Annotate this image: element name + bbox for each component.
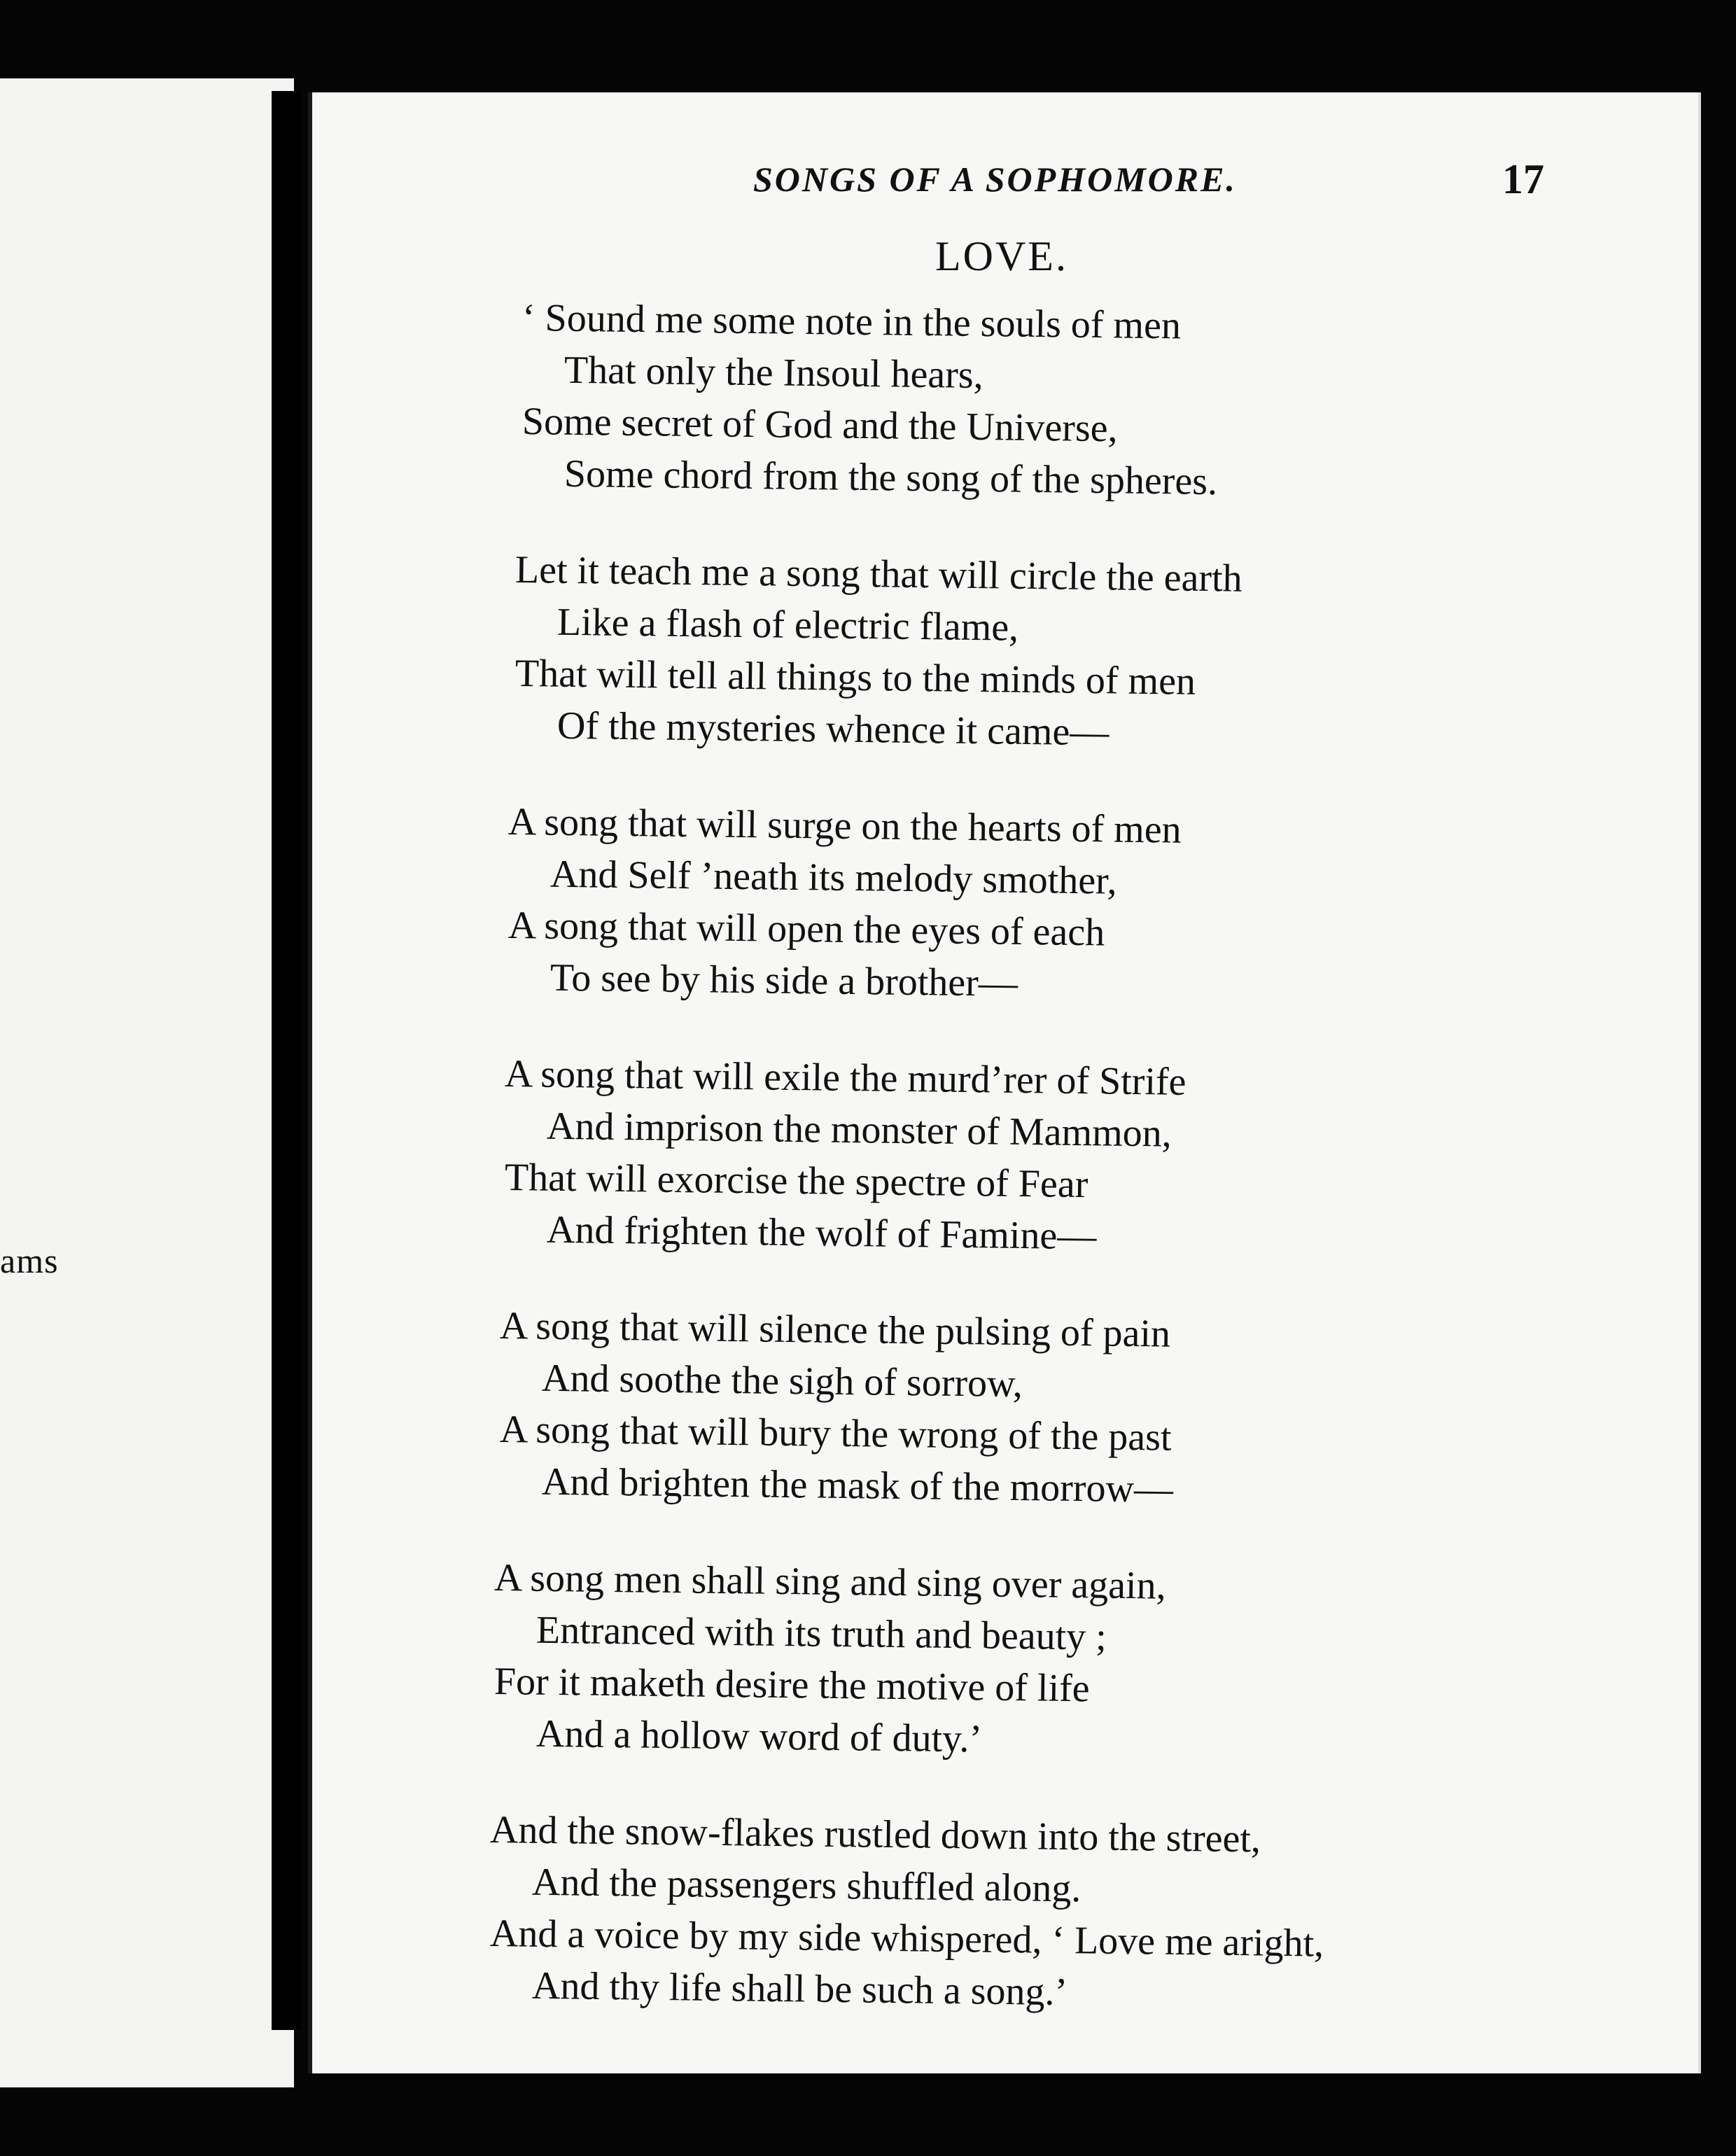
- poem-line: And soothe the sigh of sorrow,: [541, 1356, 1023, 1406]
- poem-line: Of the mysteries whence it came—: [556, 704, 1110, 755]
- poem-line: And thy life shall be such a song.’: [531, 1963, 1068, 2015]
- poem-line: That will exorcise the spectre of Fear: [504, 1156, 1088, 1207]
- poem-line: Some secret of God and the Universe,: [522, 400, 1118, 451]
- poem-line: And Self ’neath its melody smother,: [550, 852, 1117, 903]
- poem-line: That only the Insoul hears,: [564, 348, 984, 398]
- poem-line: Like a flash of electric flame,: [556, 600, 1019, 650]
- stanza: [522, 292, 1677, 504]
- poem-line: And the passengers shuffled along.: [531, 1860, 1082, 1911]
- poem-line: ‘ Sound me some note in the souls of men: [522, 296, 1182, 348]
- page-number: 17: [1502, 156, 1544, 202]
- stanza: [489, 1804, 1677, 2015]
- left-page-text-fragment: ams: [0, 1241, 59, 1280]
- poem-line: A song that will exile the murd’rer of Strife: [504, 1052, 1186, 1104]
- poem-line: And frighten the wolf of Famine—: [546, 1208, 1097, 1259]
- poem-body: [489, 292, 1677, 2056]
- poem-line: And a voice by my side whispered, ‘ Love me aright,: [489, 1912, 1324, 1966]
- poem-line: A song that will surge on the hearts of men: [507, 800, 1182, 852]
- book-page: [308, 92, 1701, 2073]
- poem-line: That will tell all things to the minds of men: [514, 652, 1196, 704]
- poem-line: For it maketh desire the motive of life: [493, 1660, 1090, 1711]
- poem-line: And brighten the mask of the morrow—: [541, 1460, 1174, 1511]
- poem-line: And the snow-flakes rustled down into the street,: [489, 1808, 1261, 1861]
- left-page: [0, 78, 294, 2087]
- stanza: [504, 1048, 1677, 1259]
- stanza: [494, 1552, 1677, 1759]
- poem-title: LOVE.: [935, 233, 1068, 279]
- stanza: [499, 1300, 1677, 1511]
- stanza: [514, 544, 1677, 755]
- poem-line: A song that will open the eyes of each: [507, 904, 1105, 955]
- running-header: SONGS OF A SOPHOMORE.: [753, 160, 1237, 199]
- poem-line: A song men shall sing and sing over again,: [493, 1556, 1166, 1608]
- poem-line: A song that will bury the wrong of the past: [499, 1408, 1172, 1460]
- stanza: [508, 796, 1677, 1003]
- poem-line: A song that will silence the pulsing of pain: [499, 1304, 1171, 1356]
- poem-line: Some chord from the song of the spheres.: [564, 451, 1218, 504]
- book-spine: [272, 91, 301, 2030]
- poem-line: To see by his side a brother—: [550, 955, 1018, 1005]
- poem-line: Let it teach me a song that will circle the earth: [514, 548, 1242, 601]
- poem-line: And a hollow word of duty.’: [536, 1712, 983, 1761]
- poem-line: And imprison the monster of Mammon,: [546, 1104, 1172, 1156]
- poem-line: Entranced with its truth and beauty ;: [536, 1608, 1107, 1659]
